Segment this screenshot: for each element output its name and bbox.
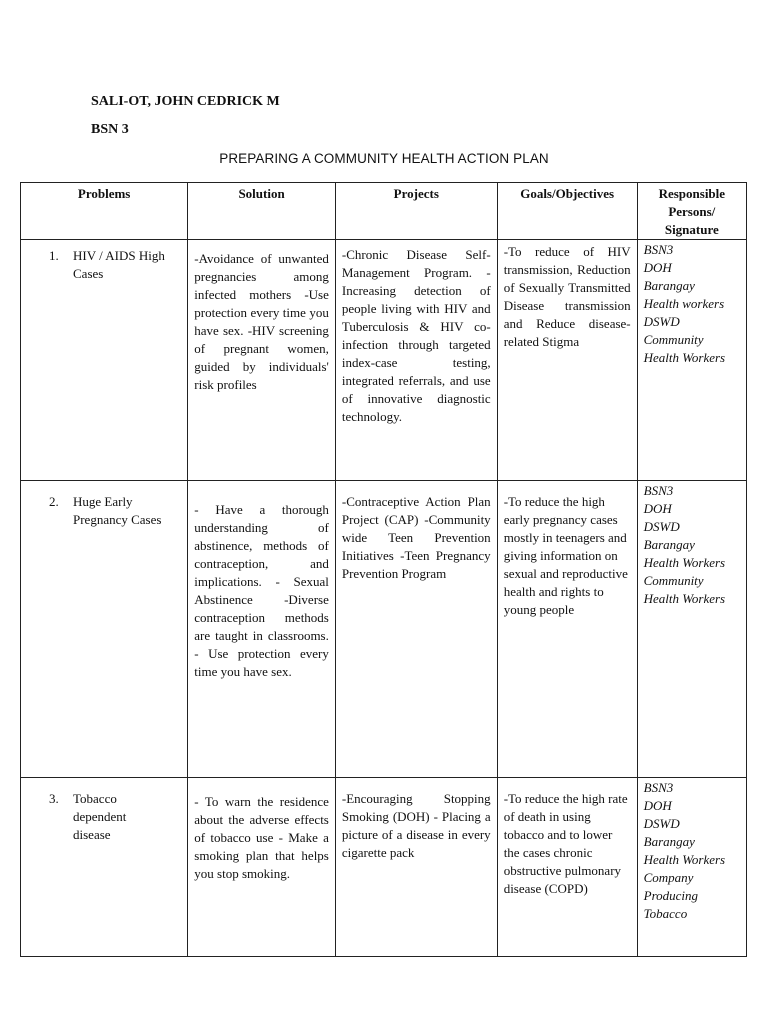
responsible-entry: DSWD <box>643 816 680 831</box>
table-row <box>21 240 747 481</box>
problem-cell <box>21 778 188 957</box>
responsible-entry: DOH <box>643 260 672 275</box>
responsible-entry: Community <box>643 573 704 588</box>
column-header-solution: Solution <box>188 183 336 240</box>
projects-cell: -Contraceptive Action Plan Project (CAP) -Community wide Teen Prevention Initiatives -Teen Pregnancy Prevention Program <box>335 481 497 778</box>
responsible-entry: Barangay <box>643 834 695 849</box>
row-number: 2. <box>49 494 59 509</box>
responsible-entry: Community <box>643 332 704 347</box>
responsible-entry: BSN3 <box>643 483 674 498</box>
row-number: 1. <box>49 248 59 263</box>
row-number: 3. <box>49 791 59 806</box>
projects-cell: -Encouraging Stopping Smoking (DOH) - Placing a picture of a disease in every cigarette pack <box>335 778 497 957</box>
table-header-row <box>21 183 747 240</box>
responsible-cell <box>637 240 746 481</box>
goals-cell: -To reduce the high rate of death in using tobacco and to lower the cases chronic obstructive pulmonary disease (COPD) <box>497 778 637 957</box>
course-label: BSN 3 <box>91 122 129 137</box>
problem-cell <box>21 240 188 481</box>
projects-cell: -Chronic Disease Self-Management Program. -Increasing detection of people living with HIV and Tuberculosis & HIV co-infection through targeted index-case testing, integrated referrals, and use of innovative diagnostic technology. <box>335 240 497 481</box>
solution-cell: - Have a thorough understanding of abstinence, methods of contraception, and implications. - Sexual Abstinence -Diverse contraception methods are taught in classrooms. - Use protection every time you have sex. <box>188 481 336 778</box>
document-title: PREPARING A COMMUNITY HEALTH ACTION PLAN <box>219 151 549 166</box>
solution-cell: - To warn the residence about the adverse effects of tobacco use - Make a smoking plan that helps you stop smoking. <box>188 778 336 957</box>
responsible-entry: Health Workers <box>643 555 726 570</box>
table-row <box>21 481 747 778</box>
responsible-entry: Health Workers <box>643 852 726 867</box>
responsible-entry: DOH <box>643 798 672 813</box>
responsible-cell <box>637 481 746 778</box>
responsible-entry: DSWD <box>643 314 680 329</box>
responsible-entry: BSN3 <box>643 242 674 257</box>
responsible-entry: DSWD <box>643 519 680 534</box>
responsible-entry: Company <box>643 870 694 885</box>
responsible-entry: Tobacco <box>643 906 688 921</box>
problem-cell <box>21 481 188 778</box>
column-header-problems: Problems <box>21 183 188 240</box>
solution-cell: -Avoidance of unwanted pregnancies among infected mothers -Use protection every time you have sex. -HIV screening of pregnant women, guided by individuals' risk profiles <box>188 240 336 481</box>
responsible-entry: BSN3 <box>643 780 674 795</box>
column-header-responsible: Responsible Persons/ Signature <box>637 183 746 240</box>
responsible-cell <box>637 778 746 957</box>
column-header-goals: Goals/Objectives <box>497 183 637 240</box>
goals-cell: -To reduce of HIV transmission, Reduction of Sexually Transmitted Disease transmission and Reduce disease-related Stigma <box>497 240 637 481</box>
responsible-entry: Barangay <box>643 278 695 293</box>
responsible-entry: Health workers <box>643 296 725 311</box>
action-plan-table <box>20 182 747 957</box>
problem-text: Huge Early Pregnancy Cases <box>73 494 162 527</box>
goals-cell: -To reduce the high early pregnancy cases mostly in teenagers and giving information on sexual and reproductive health and rights to young people <box>497 481 637 778</box>
responsible-entry: DOH <box>643 501 672 516</box>
table-row <box>21 778 747 957</box>
problem-text: HIV / AIDS High Cases <box>73 248 165 281</box>
responsible-entry: Producing <box>643 888 699 903</box>
responsible-entry: Health Workers <box>643 591 726 606</box>
responsible-entry: Health Workers <box>643 350 726 365</box>
column-header-projects: Projects <box>335 183 497 240</box>
student-name: SALI-OT, JOHN CEDRICK M <box>91 94 280 109</box>
problem-text: Tobacco dependent disease <box>73 791 127 842</box>
responsible-entry: Barangay <box>643 537 695 552</box>
